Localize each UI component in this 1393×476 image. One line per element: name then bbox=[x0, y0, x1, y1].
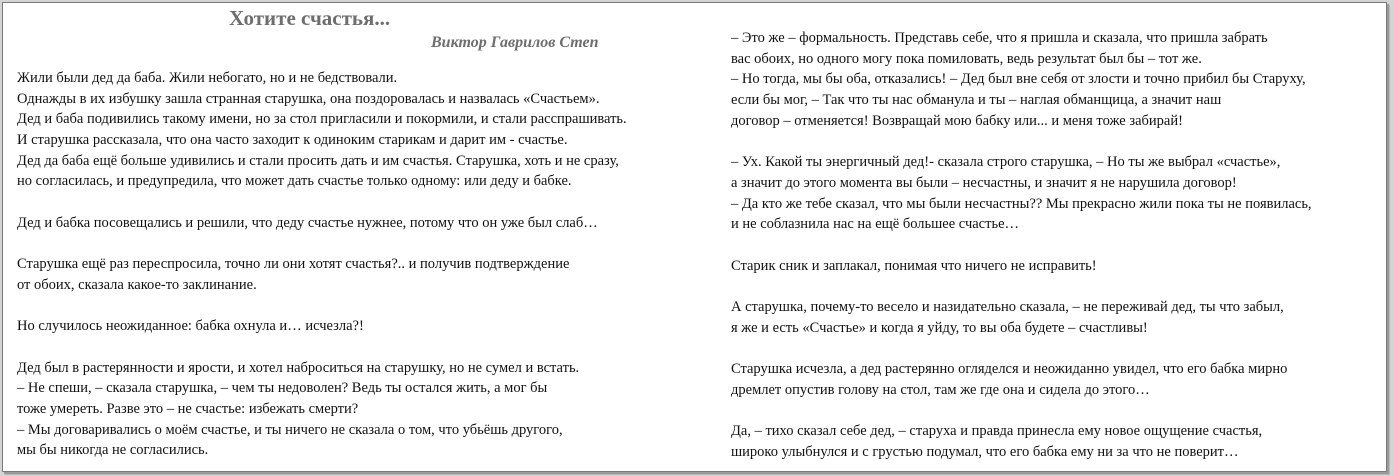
text-line: тоже умереть. Разве это – не счастье: избежать смерти? bbox=[17, 401, 359, 417]
text-line: – Мы договаривались о моём счастье, и ты ничего не сказала о том, что убьёшь другого, bbox=[17, 421, 563, 438]
paragraph-gap bbox=[731, 276, 1312, 297]
text-line: Но случилось неожиданное: бабка охнула и… исчезла?! bbox=[17, 318, 364, 335]
paragraph-gap bbox=[17, 337, 627, 358]
paragraph-gap bbox=[17, 234, 627, 255]
text-line: если бы мог, – Так что ты нас обманула и ты – наглая обманщица, а значит наш bbox=[731, 92, 1222, 109]
story-title: Хотите счастья... bbox=[229, 6, 391, 30]
paragraph-gap bbox=[17, 192, 627, 213]
text-line: Старушка ещё раз переспросила, точно ли они хотят счастья?.. и получив подтверждение bbox=[17, 256, 570, 273]
paragraph-gap bbox=[731, 235, 1312, 256]
right-text-column bbox=[731, 28, 1312, 462]
paragraph-gap bbox=[731, 131, 1312, 152]
paragraph-gap bbox=[731, 338, 1312, 359]
text-line: Дед был в растерянности и ярости, и хотел наброситься на старушку, но не сумел и встать. bbox=[17, 359, 580, 376]
text-line: Жили были дед да баба. Жили небогато, но и не бедствовали. bbox=[17, 70, 398, 86]
text-line: я же и есть «Счастье» и когда я уйду, то вы оба будете – счастливы! bbox=[731, 319, 1148, 336]
text-line: а значит до этого момента вы были – несчастны, и значит я не нарушила договор! bbox=[731, 174, 1237, 191]
paragraph-gap bbox=[17, 296, 627, 317]
story-author: Виктор Гаврилов Степ bbox=[431, 34, 599, 51]
text-line: договор – отменяется! Возвращай мою бабку или... и меня тоже забирай! bbox=[731, 112, 1183, 129]
text-line: И старушка рассказала, что она часто заходит к одиноким старикам и дарит им - счастье. bbox=[17, 132, 568, 149]
text-line: Старик сник и заплакал, понимая что ничего не исправить! bbox=[731, 257, 1097, 274]
text-line: Дед и баба подивились такому имени, но за стол пригласили и покормили, и стали расспрашивать. bbox=[17, 111, 627, 128]
text-line: А старушка, почему-то весело и назидательно сказала, – не переживай дед, ты что забыл, bbox=[731, 298, 1284, 315]
text-line: от обоих, сказала какое-то заклинание. bbox=[17, 276, 257, 293]
paragraph-gap bbox=[731, 400, 1312, 421]
text-line: Старушка исчезла, а дед растерянно огляделся и неожиданно увидел, что его бабка мирно bbox=[731, 361, 1288, 377]
text-line: Однажды в их избушку зашла странная старушка, она поздоровалась и назвалась «Счастьем». bbox=[17, 90, 600, 107]
text-line: вас обоих, но одного могу пока помиловать, ведь результат был бы – тот же. bbox=[731, 50, 1202, 67]
story-page bbox=[2, 2, 1387, 472]
text-line: – Это же – формальность. Представь себе, что я пришла и сказала, что пришла забрать bbox=[731, 30, 1268, 46]
text-line: – Не спеши, – сказала старушка, – чем ты недоволен? Ведь ты остался жить, а мог бы bbox=[17, 380, 548, 397]
text-line: мы бы никогда не согласились. bbox=[17, 442, 209, 459]
text-line: широко улыбнулся и с грустью подумал, что его бабка ему ни за что не поверит… bbox=[731, 443, 1239, 460]
text-line: Дед да баба ещё больше удивились и стали просить дать и им счастья. Старушка, хоть и не сразу, bbox=[17, 152, 619, 169]
text-line: Дед и бабка посовещались и решили, что деду счастье нужнее, потому что он уже был слаб… bbox=[17, 214, 598, 231]
left-text-column bbox=[17, 68, 627, 461]
text-line: – Да кто же тебе сказал, что мы были несчастны?? Мы прекрасно жили пока ты не появилась, bbox=[731, 195, 1312, 212]
text-line: Да, – тихо сказал себе дед, – старуха и правда принесла ему новое ощущение счастья, bbox=[731, 423, 1263, 440]
text-line: но согласилась, и предупредила, что может дать счастье только одному: или деду и бабке. bbox=[17, 173, 572, 190]
text-line: дремлет опустив голову на стол, там же где она и сидела до этого… bbox=[731, 381, 1150, 398]
text-line: и не соблазнила нас на ещё большее счастье… bbox=[731, 216, 1020, 233]
text-line: – Но тогда, мы бы оба, отказались! – Дед был вне себя от злости и точно прибил бы Старуху, bbox=[731, 71, 1306, 88]
text-line: – Ух. Какой ты энергичный дед!- сказала строго старушка, – Но ты же выбрал «счастье», bbox=[731, 154, 1281, 171]
